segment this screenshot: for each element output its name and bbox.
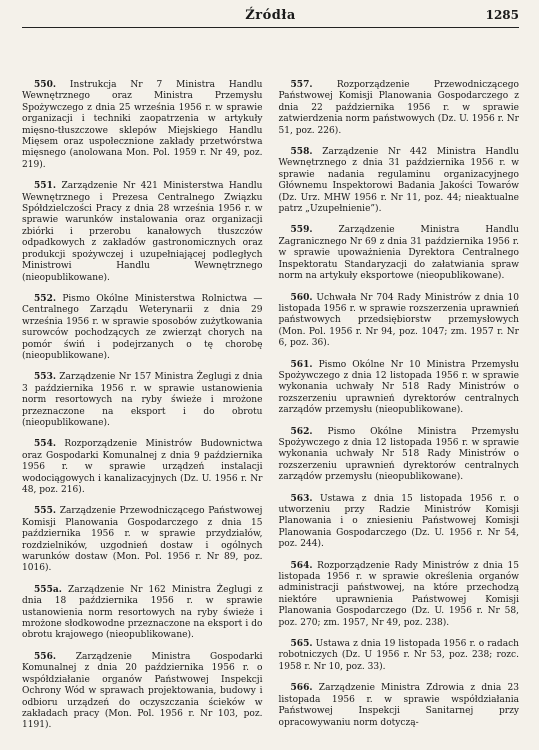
entry: [22, 439, 263, 496]
entry: [279, 639, 520, 673]
entry-number: 555a.: [34, 584, 62, 595]
entry-number: 560.: [290, 292, 313, 303]
entry: [22, 181, 263, 284]
header-rule: [22, 27, 519, 28]
entry-text: Rozporządzenie Ministrów Budownictwa oraz Gospodarki Komunalnej z dnia 9 października 1956 r. w sprawie urządzeń instalacji wodociągowych i kanalizacyjnych (Dz. U. 1956 r. Nr 48, poz. 216).: [22, 439, 263, 495]
entry-text: Zarządzenie Przewodniczącego Państwowej Komisji Planowania Gospodarczego z dnia 15 października 1956 r. w sprawie przydziałów, rozdzielników, uzgodnień dostaw i ogólnych warunków dostaw (Mon. Pol. 1956 r. Nr 89, poz. 1016).: [22, 506, 263, 574]
right-column: [279, 80, 520, 742]
left-column: [22, 80, 263, 742]
entry-number: 556.: [34, 651, 57, 662]
entry-text: Zarządzenie Nr 162 Ministra Żeglugi z dnia 18 października 1956 r. w sprawie ustanowienia norm resortowych na ryby świeże i mrożone słodkowodne przeznaczone na eksport i do obrotu krajowego (nieopublikowane).: [22, 584, 263, 641]
entry: [22, 372, 263, 429]
entry: [279, 494, 520, 551]
entry-text: Zarządzenie Nr 421 Ministerstwa Handlu Wewnętrznego i Prezesa Centralnego Związku Spółdzielczości Pracy z dnia 28 września 1956 r. w sprawie warunków instalowania oraz organizacji zbiórki i przerobu kanałowych tłuszczów odpadkowych z zakładów gastronomicznych oraz produkcji spożywczej i uzupełniającej podległych Ministrowi Handlu Wewnętrznego (nieopublikowane).: [22, 181, 263, 283]
entry-text: Rozporządzenie Rady Ministrów z dnia 15 listopada 1956 r. w sprawie określenia organów administracji państwowej, na które przechodzą niektóre uprawnienia Państwowej Komisji Planowania Gospodarczego (Dz. U. 1956 r. Nr 58, poz. 270; zm. 1957, Nr 49, poz. 238).: [278, 560, 519, 628]
entry-text: Instrukcja Nr 7 Ministra Handlu Wewnętrznego oraz Ministra Przemysłu Spożywczego z dnia 25 września 1956 r. w sprawie organizacji i techniki zaopatrzenia w artykuły mięsno-tłuszczowe sklepów Miejskiego Handlu Mięsem oraz uspołecznione zakłady przetwórstwa mięsnego (anolowana Mon. Pol. 1959 r. Nr 49, poz. 219).: [22, 80, 263, 170]
text-columns: [22, 80, 519, 742]
entry-text: Pismo Okólne Ministra Przemysłu Spożywczego z dnia 12 listopada 1956 r. w sprawie wykonania uchwały Nr 518 Rady Ministrów o rozszerzeniu uprawnień dyrektorów centralnych zarządów przemysłu (nieopublikowane).: [278, 426, 519, 483]
entry-text: Ustawa z dnia 19 listopada 1956 r. o radach robotniczych (Dz. U 1956 r. Nr 53, poz. 238; rozc. 1958 r. Nr 10, poz. 33).: [278, 639, 519, 672]
entry: [22, 294, 263, 362]
entry-number: 555.: [34, 506, 57, 517]
entry-text: Zarządzenie Nr 442 Ministra Handlu Wewnętrznego z dnia 31 października 1956 r. w sprawie nadania regulaminu organizacyjnego Głównemu Inspektorowi Badania Jakości Towarów (Dz. Urz. MHW 1956 r. Nr 11, poz. 44; nieaktualne patrz „Uzupełnienie”).: [278, 147, 519, 215]
entry: [279, 561, 520, 629]
entry-number: 561.: [290, 359, 313, 370]
entry-number: 550.: [34, 80, 57, 90]
entry-number: 552.: [34, 293, 57, 304]
entry-number: 551.: [34, 181, 57, 192]
entry-text: Uchwała Nr 704 Rady Ministrów z dnia 10 listopada 1956 r. w sprawie rozszerzenia uprawnień państwowych przedsiębiorstw przemysłowych (Mon. Pol. 1956 r. Nr 94, poz. 1047; zm. 1957 r. Nr 6, poz. 36).: [278, 292, 519, 349]
entry-text: Zarządzenie Ministra Zdrowia z dnia 23 listopada 1956 r. w sprawie współdziałania Państwowej Inspekcji Sanitarnej przy opracowywaniu norm dotyczą-: [278, 683, 519, 728]
entry-text: Zarządzenie Nr 157 Ministra Żeglugi z dnia 3 października 1956 r. w sprawie ustanowienia norm resortowych na ryby świeże i mrożone przeznaczone na eksport i do obrotu (nieopublikowane).: [22, 372, 263, 428]
entry: [279, 683, 520, 729]
entry-text: Pismo Okólne Ministerstwa Rolnictwa — Centralnego Zarządu Weterynarii z dnia 29 września 1956 r. w sprawie sposobów zużytkowania surowców pochodzących ze zwierząt chorych na pomór świń i podejrzanych o tę chorobę (nieopublikowane).: [22, 293, 263, 361]
entry-number: 566.: [290, 683, 313, 694]
running-title: Źródła: [245, 8, 296, 23]
entry-number: 559.: [290, 225, 313, 236]
entry: [22, 506, 263, 574]
entry: [279, 80, 520, 137]
entry: [22, 585, 263, 642]
entry: [22, 80, 263, 171]
entry-number: 562.: [290, 426, 313, 437]
entry: [22, 652, 263, 732]
entry-text: Ustawa z dnia 15 listopada 1956 r. o utworzeniu przy Radzie Ministrów Komisji Planowania i o zniesieniu Państwowej Komisji Planowania Gospodarczego (Dz. U. 1956 r. Nr 54, poz. 244).: [278, 493, 519, 550]
entry: [279, 147, 520, 215]
entry-number: 563.: [290, 493, 313, 504]
entry-number: 565.: [290, 639, 313, 650]
entry-number: 564.: [290, 560, 313, 571]
entry: [279, 225, 520, 282]
entry-number: 554.: [34, 439, 57, 450]
entry-text: Rozporządzenie Przewodniczącego Państwowej Komisji Planowania Gospodarczego z dnia 22 października 1956 r. w sprawie zatwierdzenia norm państwowych (Dz. U. 1956 r. Nr 51, poz. 226).: [278, 80, 519, 136]
entry: [279, 293, 520, 350]
entry: [279, 360, 520, 417]
entry-number: 558.: [290, 147, 313, 158]
entry-text: Zarządzenie Ministra Gospodarki Komunalnej z dnia 20 października 1956 r. o współdziałanie organów Państwowej Inspekcji Ochrony Wód w sprawach projektowania, budowy i odbioru urządzeń do oczyszczania ścieków w zakładach pracy (Mon. Pol. 1956 r. Nr 103, poz. 1191).: [22, 651, 263, 731]
entry-number: 553.: [34, 372, 57, 383]
entry-text: Zarządzenie Ministra Handlu Zagranicznego Nr 69 z dnia 31 października 1956 r. w sprawie upoważnienia Dyrektora Centralnego Inspektoratu Standaryzacji do załatwiania spraw norm na artykuły eksportowe (nieopublikowane).: [278, 225, 519, 282]
page-number: 1285: [485, 8, 519, 22]
entry: [279, 427, 520, 484]
entry-number: 557.: [290, 80, 313, 90]
entry-text: Pismo Okólne Nr 10 Ministra Przemysłu Spożywczego z dnia 12 listopada 1956 r. w sprawie wykonania uchwały Nr 518 Rady Ministrów o rozszerzeniu uprawnień dyrektorów centralnych zarządów przemysłu (nieopublikowane).: [278, 359, 519, 416]
